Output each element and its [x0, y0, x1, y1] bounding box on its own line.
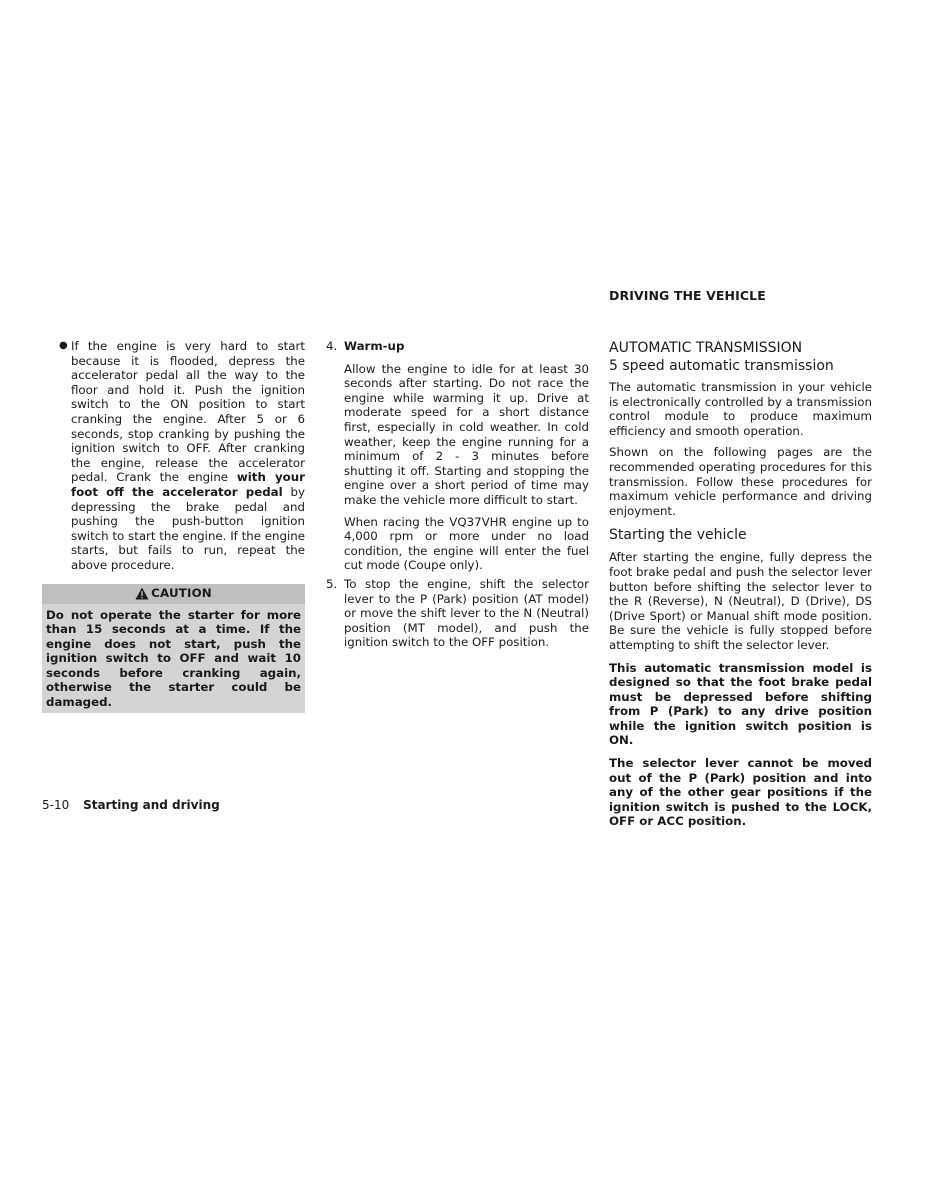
item-text: To stop the engine, shift the selector lever to the P (Park) position (AT model) or move the shift lever to the N (Neutral) position (MT model), and push the ignition switch to the OFF position.: [344, 576, 589, 650]
heading-automatic-transmission: AUTOMATIC TRANSMISSION: [609, 340, 803, 356]
transmission-paragraph-1: The automatic transmission in your vehicle is electronically controlled by a transmission control module to produce maximum efficiency and smooth operation.: [609, 380, 872, 438]
list-item-5: [326, 577, 589, 650]
bullet-text-bold: with your foot off the accelerator pedal: [71, 470, 305, 499]
bullet-text-part1: If the engine is very hard to start because it is flooded, depress the accelerator pedal all the way to the floor and hold it. Push the ignition switch to the ON position to start cranking the engine. After 5 or 6 seconds, stop cranking by pushing the ignition switch to OFF. After cranking the engine, release the accelerator pedal. Crank the engine: [71, 339, 305, 485]
column-left: [42, 339, 305, 713]
section-header: DRIVING THE VEHICLE: [609, 288, 766, 303]
column-right: [609, 339, 872, 829]
starting-paragraph-3: The selector lever cannot be moved out of the P (Park) position and into any of the other gear positions if the ignition switch is pushed to the LOCK, OFF or ACC position.: [609, 756, 872, 829]
caution-title: [42, 584, 305, 604]
caution-text: Do not operate the starter for more than 15 seconds at a time. If the engine does not start, push the ignition switch to OFF and wait 10 seconds before cranking again, otherwise the starter could be damaged.: [46, 607, 301, 710]
bullet-dot-icon: ●: [59, 340, 68, 351]
warmup-paragraph-2: When racing the VQ37VHR engine up to 4,000 rpm or more under no load condition, the engine will enter the fuel cut mode (Coupe only).: [344, 514, 589, 573]
column-middle: [326, 339, 589, 650]
list-item-4: [326, 339, 589, 354]
transmission-paragraph-2: Shown on the following pages are the recommended operating procedures for this transmission. Follow these procedures for maximum vehicle performance and driving enjoyment.: [609, 445, 872, 518]
item-number: 4.: [326, 339, 338, 353]
chapter-title: Starting and driving: [83, 798, 220, 812]
starting-paragraph-1: After starting the engine, fully depress the foot brake pedal and push the selector lever button before shifting the selector lever to the R (Reverse), N (Neutral), D (Drive), DS (Drive Sport) or Manual shift mode position. Be sure the vehicle is fully stopped before attempting to shift the selector lever.: [609, 550, 872, 652]
item-title: Warm-up: [344, 339, 405, 353]
item-number: 5.: [326, 576, 338, 591]
warning-icon: [135, 587, 149, 600]
bullet-item: [42, 339, 305, 573]
caution-box: [42, 584, 305, 713]
page-number: 5-10: [42, 798, 70, 812]
bullet-text: [71, 339, 305, 573]
bullet-text-part2: by depressing the brake pedal and pushing the push-button ignition switch to start the engine. If the engine starts, but fails to run, repeat the above procedure.: [71, 484, 305, 572]
warmup-paragraph-1: Allow the engine to idle for at least 30 seconds after starting. Do not race the engine while warming it up. Drive at moderate speed for a short distance first, especially in cold weather. In cold weather, keep the engine running for a minimum of 2 - 3 minutes before shutting it off. Starting and stopping the engine over a short period of time may make the vehicle more difficult to start.: [344, 361, 589, 507]
page-footer: [42, 798, 220, 812]
heading-starting-vehicle: Starting the vehicle: [609, 527, 747, 544]
heading-5-speed: 5 speed automatic transmission: [609, 358, 834, 374]
caution-label: CAUTION: [151, 586, 212, 601]
starting-paragraph-2: This automatic transmission model is designed so that the foot brake pedal must be depressed before shifting from P (Park) to any drive position while the ignition switch position is ON.: [609, 660, 872, 748]
